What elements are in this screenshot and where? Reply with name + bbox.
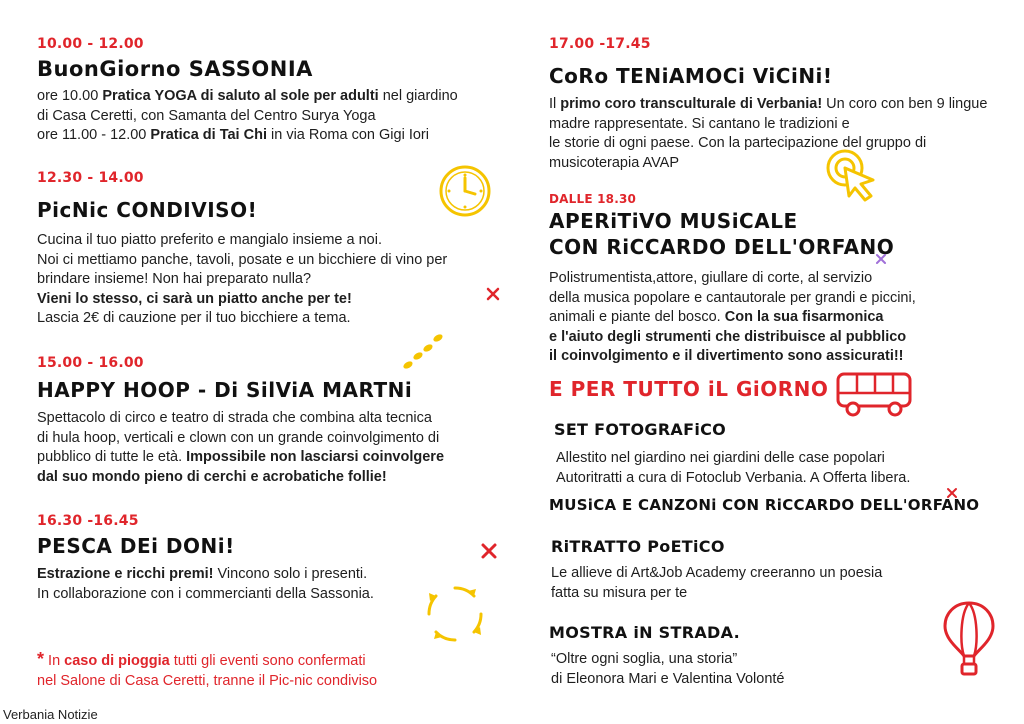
text-s4: Estrazione e ricchi premi! Vincono solo i presenti. In collaborazione con i commercianti della Sassonia. [37, 566, 374, 602]
title-coro-teniamoci-vicini: CoRo TENiAMOCi ViCiNi! [549, 64, 833, 88]
text-s1: ore 10.00 Pratica YOGA di saluto al sole per adulti nel giardino di Casa Ceretti, con Samanta del Centro Surya Yoga ore 11.00 - 12.00 Pratica di Tai Chi in via Roma con Gigi Iori [37, 88, 458, 143]
title-per-tutto-il-giorno: E PER TUTTO iL GiORNO [549, 377, 829, 401]
text-s3: Spettacolo di circo e teatro di strada che combina alta tecnica di hula hoop, verticali e clown con un grande coinvolgimento di pubblico di tutte le età. Impossibile non lasciarsi coinvolgere dal suo mondo pieno di cerchi e acrobatiche follie! [37, 410, 445, 485]
title-happy-hoop: HAPPY HOOP - Di SilViA MARTNi [37, 378, 413, 402]
asterisk-icon: * [37, 649, 45, 669]
rain-note: * In caso di pioggia tutti gli eventi sono confermati nel Salone di Casa Ceretti, tranne il Pic-nic condiviso [37, 649, 378, 689]
clock-icon [437, 163, 493, 219]
title-musica-e-canzoni: MUSiCA E CANZONi CON RiCCARDO DELL'ORFANO [549, 496, 980, 514]
title-buongiorno-sassonia: BuonGiorno SASSONIA [37, 57, 313, 81]
title-set-fotografico: SET FOTOGRAFiCO [554, 420, 727, 439]
title-mostra-in-strada: MOSTRA iN STRADA. [549, 623, 740, 642]
cross-mark-red-2 [481, 543, 497, 559]
text-ritratto-poetico: Le allieve di Art&Job Academy creeranno un poesia fatta su misura per te [551, 565, 883, 601]
time-s3: 15.00 - 16.00 [37, 355, 144, 371]
time-s5: 17.00 -17.45 [549, 36, 651, 52]
cross-mark-violet [875, 253, 887, 265]
text-mostra-in-strada: “Oltre ogni soglia, una storia” di Eleonora Mari e Valentina Volonté [551, 651, 785, 687]
cross-mark-red-3 [946, 487, 958, 499]
time-s2: 12.30 - 14.00 [37, 170, 144, 186]
title-aperitivo-musicale: APERiTiVO MUSiCALE [549, 209, 798, 233]
cross-mark-red-1 [486, 287, 500, 301]
text-s6: Polistrumentista,attore, giullare di corte, al servizio della musica popolare e cantautorale per grandi e piccini, animali e piante del bosco. Con la sua fisarmonica e l'aiuto degli strumenti che distribuisce al pubblico il coinvolgimento e il divertimento sono assicurati!! [549, 270, 916, 364]
bus-icon [835, 371, 915, 417]
hot-air-balloon-icon [942, 600, 996, 680]
text-s2: Cucina il tuo piatto preferito e mangialo insieme a noi. Noi ci mettiamo panche, tavoli, posate e un bicchiere di vino per brindare insieme! Non hai preparato nulla? Vieni lo stesso, ci sarà un piatto anche per te! Lascia 2€ di cauzione per il tuo bicchiere a tema. [37, 232, 448, 326]
time-s1: 10.00 - 12.00 [37, 36, 144, 52]
title-con-riccardo: CON RiCCARDO DELL'ORFANO [549, 235, 895, 259]
title-picnic-condiviso: PicNic CONDIVISO! [37, 198, 258, 222]
hoop-arrows-icon [424, 583, 486, 645]
footprints-icon [398, 330, 448, 372]
title-pesca-dei-doni: PESCA DEi DONi! [37, 534, 235, 558]
time-s6: DALLE 18.30 [549, 192, 637, 206]
text-s5: Il primo coro transculturale di Verbania! Un coro con ben 9 lingue madre rappresentate. Si cantano le tradizioni e le storie di ogni paese. Con la partecipazione del gruppo di musicoterapia AVAP [549, 96, 988, 171]
time-s4: 16.30 -16.45 [37, 513, 139, 529]
title-ritratto-poetico: RiTRATTO PoETiCO [551, 537, 725, 556]
text-set-fotografico: Allestito nel giardino nei giardini delle case popolari Autoritratti a cura di Fotoclub Verbania. A Offerta libera. [556, 450, 911, 486]
watermark: Verbania Notizie [3, 707, 98, 722]
cursor-click-icon [825, 148, 879, 204]
